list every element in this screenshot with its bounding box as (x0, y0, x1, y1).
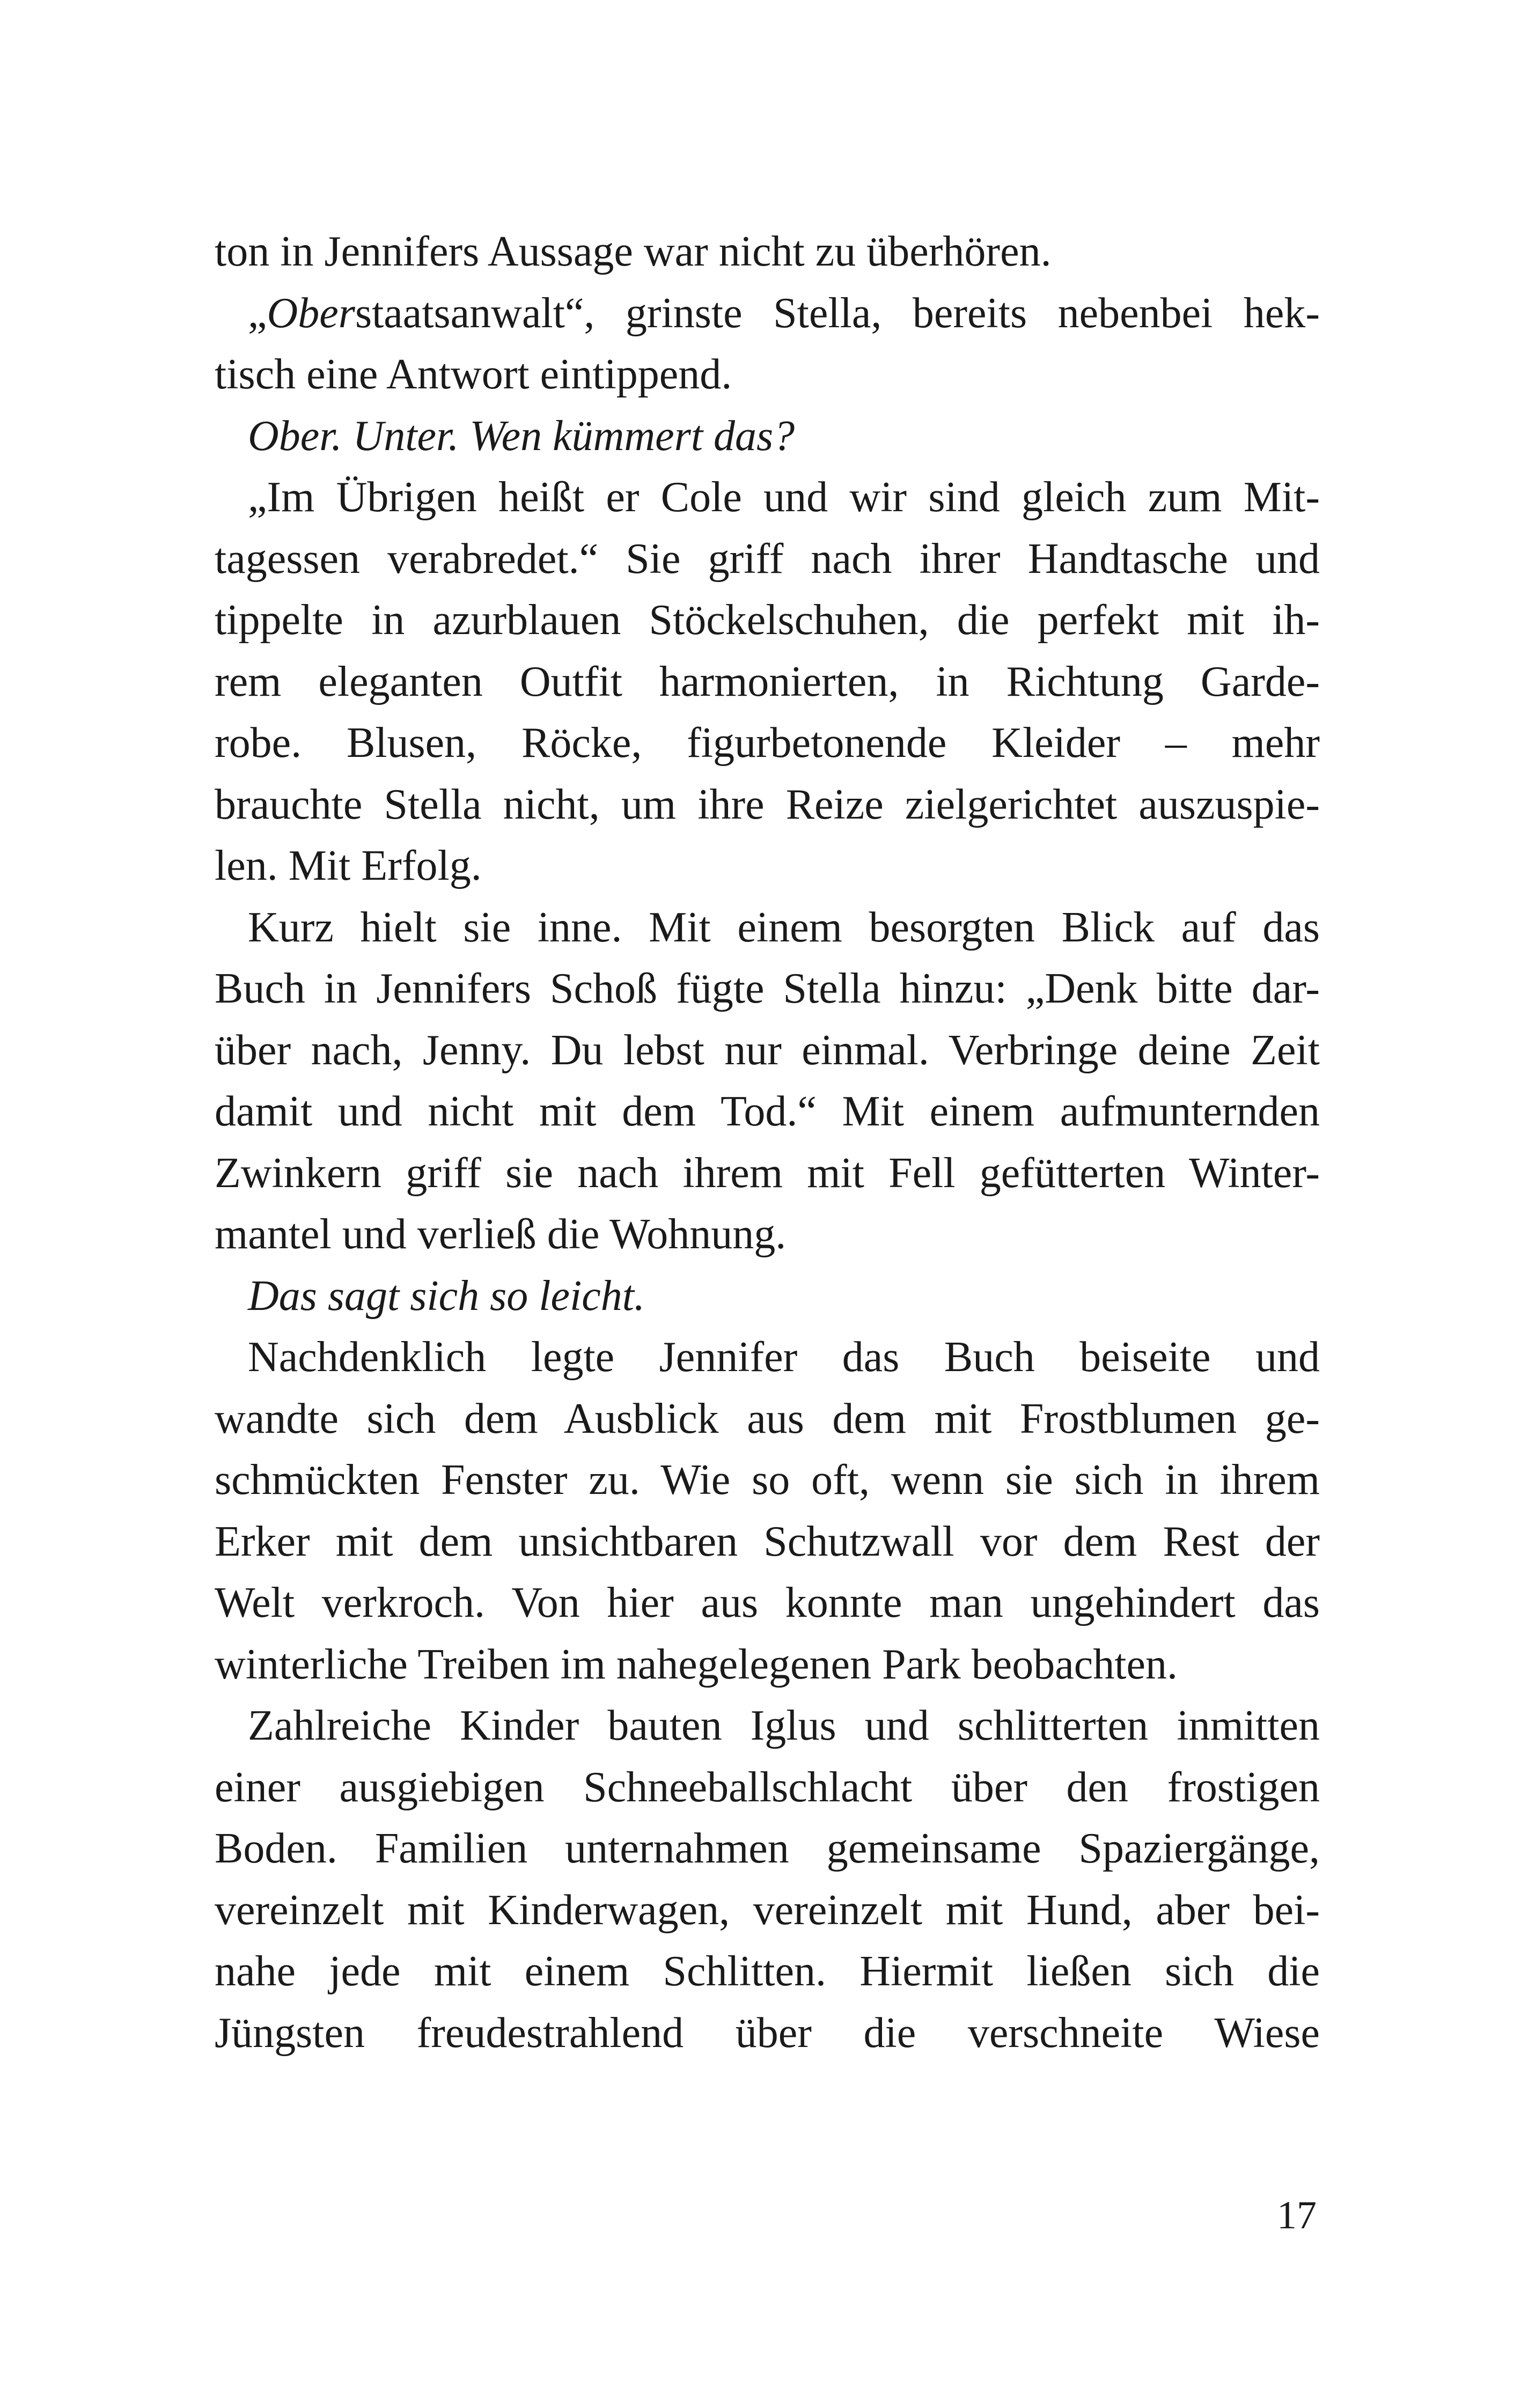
text-segment: Zwinkern griff sie nach ihrem mit Fell gefütterten Winter- (215, 1149, 1320, 1197)
text-segment: über nach, Jenny. Du lebst nur einmal. Verbringe deine Zeit (215, 1026, 1320, 1074)
text-line (215, 1265, 1320, 1327)
text-line (215, 283, 1320, 344)
text-line (215, 1634, 1320, 1696)
text-line (215, 1204, 1320, 1265)
text-line (215, 2002, 1320, 2064)
text-line (215, 221, 1320, 283)
text-line (215, 406, 1320, 467)
text-line (215, 467, 1320, 528)
text-segment: Jüngsten freudestrahlend über die verschneite Wiese (215, 2009, 1320, 2057)
text-segment: tippelte in azurblauen Stöckelschuhen, die perfekt mit ih- (215, 597, 1320, 644)
text-segment: ton in Jennifers Aussage war nicht zu überhören. (215, 228, 1052, 275)
text-line (215, 774, 1320, 836)
text-line (215, 1449, 1320, 1511)
text-line (215, 1757, 1320, 1818)
text-segment: nahe jede mit einem Schlitten. Hiermit ließen sich die (215, 1948, 1320, 1995)
text-segment: Buch in Jennifers Schoß fügte Stella hinzu: „Denk bitte dar- (215, 965, 1320, 1012)
text-segment: Nachdenklich legte Jennifer das Buch beiseite und (248, 1334, 1320, 1381)
text-line (215, 1695, 1320, 1757)
text-segment: tisch eine Antwort eintippend. (215, 351, 732, 398)
text-segment: staatsanwalt“, grinste Stella, bereits nebenbei hek- (355, 289, 1320, 337)
text-line (215, 897, 1320, 959)
text-segment: robe. Blusen, Röcke, figurbetonende Kleider – mehr (215, 719, 1320, 767)
text-line (215, 344, 1320, 406)
text-line (215, 1020, 1320, 1081)
text-segment: len. Mit Erfolg. (215, 842, 482, 889)
italic-text: Ober (267, 289, 355, 337)
text-segment: Zahlreiche Kinder bauten Iglus und schlitterten inmitten (248, 1702, 1320, 1749)
text-line (215, 528, 1320, 590)
text-segment: „Im Übrigen heißt er Cole und wir sind gleich zum Mit- (248, 474, 1320, 521)
text-segment: damit und nicht mit dem Tod.“ Mit einem aufmunternden (215, 1088, 1320, 1135)
text-line (215, 1572, 1320, 1634)
text-segment: brauchte Stella nicht, um ihre Reize zielgerichtet auszuspie- (215, 780, 1320, 828)
text-segment: Welt verkroch. Von hier aus konnte man ungehindert das (215, 1579, 1320, 1626)
text-line (215, 1081, 1320, 1143)
text-segment: winterliche Treiben im nahegelegenen Park beobachten. (215, 1640, 1178, 1688)
body-text (215, 221, 1320, 2064)
text-line (215, 1880, 1320, 1941)
text-line (215, 1818, 1320, 1880)
page-number: 17 (1277, 2193, 1317, 2237)
text-line (215, 590, 1320, 651)
text-segment: schmückten Fenster zu. Wie so oft, wenn sie sich in ihrem (215, 1456, 1320, 1504)
text-line (215, 1388, 1320, 1450)
text-segment: tagessen verabredet.“ Sie griff nach ihrer Handtasche und (215, 535, 1320, 583)
text-segment: Kurz hielt sie inne. Mit einem besorgten Blick auf das (248, 903, 1320, 951)
text-line (215, 651, 1320, 713)
text-segment: wandte sich dem Ausblick aus dem mit Frostblumen ge- (215, 1395, 1320, 1442)
text-segment: Boden. Familien unternahmen gemeinsame Spaziergänge, (215, 1825, 1320, 1872)
text-line (215, 1511, 1320, 1573)
text-line (215, 835, 1320, 897)
text-line (215, 1143, 1320, 1204)
text-line (215, 1327, 1320, 1388)
text-line (215, 712, 1320, 774)
text-segment: vereinzelt mit Kinderwagen, vereinzelt mit Hund, aber bei- (215, 1886, 1320, 1934)
text-segment: „ (248, 289, 267, 337)
italic-text: Das sagt sich so leicht. (248, 1272, 645, 1320)
text-segment: mantel und verließ die Wohnung. (215, 1211, 787, 1258)
text-segment: rem eleganten Outfit harmonierten, in Richtung Garde- (215, 658, 1320, 705)
text-line (215, 958, 1320, 1020)
text-segment: einer ausgiebigen Schneeballschlacht über den frostigen (215, 1763, 1320, 1811)
text-line (215, 1941, 1320, 2002)
italic-text: Ober. Unter. Wen kümmert das? (248, 412, 795, 460)
text-segment: Erker mit dem unsichtbaren Schutzwall vor dem Rest der (215, 1518, 1320, 1565)
